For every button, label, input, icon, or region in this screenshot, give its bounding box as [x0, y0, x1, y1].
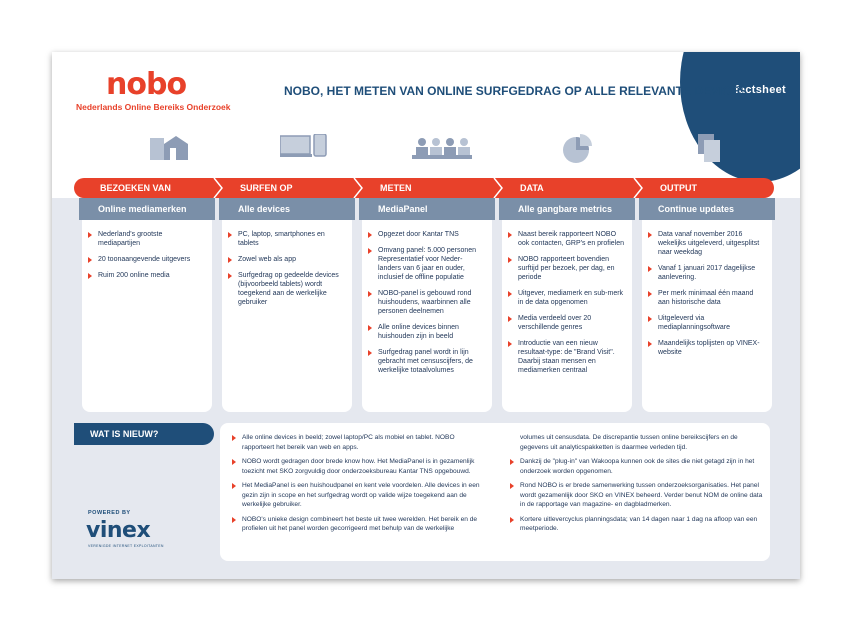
step-output: OUTPUT	[660, 183, 697, 193]
list-item: Naast bereik rapporteert NOBO ook contacten, GRP's en profielen	[518, 231, 625, 247]
news-item: NOBO wordt gedragen door brede know how. Het MediaPanel is in gezamenlijk toezicht met SKO zorgvuldig door onderzoeksbureau Kantar TNS opgebouwd.	[242, 457, 488, 476]
news-column-left	[230, 433, 488, 539]
news-item: Het MediaPanel is een huishoudpanel en kent vele voordelen. Alle devices in een gezin zijn in scope en het surfgedrag wordt op valide wijze toegekend aan de werkelijke gebruiker.	[242, 481, 488, 510]
news-item: Dankzij de "plug-in" van Wakoopa kunnen ook de sites die niet getagd zijn in het onderzoek worden opgenomen.	[520, 457, 766, 476]
list-item: Per merk minimaal één maand aan historische data	[658, 289, 764, 307]
step-meten: METEN	[380, 183, 412, 193]
vinex-logo: vinex	[86, 518, 151, 543]
list-item: Opgezet door Kantar TNS	[378, 230, 484, 239]
list-item: PC, laptop, smartphones en tablets	[238, 230, 344, 248]
list-item: Vanaf 1 januari 2017 dagelijkse aanlevering.	[658, 264, 764, 282]
step-bezoeken: BEZOEKEN VAN	[100, 183, 171, 193]
audience-panel-icon	[412, 134, 472, 160]
list-item: Surfgedrag panel wordt in lijn gebracht met censuscijfers, de werkelijke totaalvolumes	[378, 348, 484, 375]
list-item: Uitgeleverd via mediaplanningsoftware	[658, 314, 764, 332]
column-bezoeken	[82, 198, 212, 412]
list-item: Data vanaf november 2016 wekelijks uitgeleverd, uitgesplitst naar weekdag	[658, 230, 764, 257]
list-item: Zowel web als app	[238, 255, 344, 264]
list-item: Ruim 200 online media	[98, 271, 204, 280]
news-item: Kortere uitlevercyclus planningsdata; van 14 dagen naar 1 dag na afloop van een meetperiode.	[520, 515, 766, 534]
news-item: Alle online devices in beeld; zowel laptop/PC als mobiel en tablet. NOBO rapporteert het bereik van web en apps.	[242, 433, 488, 452]
news-column-right	[508, 433, 766, 539]
list-item: NOBO rapporteert bovendien surftijd per bezoek, per dag, en periode	[518, 255, 624, 282]
pie-chart-icon	[560, 134, 600, 164]
list-item: Media verdeeld over 20 verschillende genres	[518, 314, 624, 332]
list-item: Uitgever, mediamerk en sub-merk in de data opgenomen	[518, 290, 624, 306]
column-meten	[362, 198, 492, 412]
vinex-tagline: VERENIGDE INTERNET EXPLOITANTEN	[88, 544, 164, 548]
list-item: Nederland's grootste mediapartijen	[98, 230, 204, 248]
column-heading: Alle devices	[219, 198, 355, 220]
list-item: Maandelijks toplijsten op VINEX-website	[658, 339, 764, 357]
corner-label: factsheet	[735, 84, 786, 96]
building-icon	[150, 134, 190, 160]
news-item: NOBO's unieke design combineert het beste uit twee werelden. Het bereik en de profielen uit het panel worden gecorrigeerd met behulp van de werkelijke	[242, 515, 488, 534]
list-item: NOBO-panel is gebouwd rond huishoudens, waarbinnen alle personen deelnemen	[378, 289, 484, 316]
column-heading: Online mediamerken	[79, 198, 215, 220]
news-tab: WAT IS NIEUW?	[74, 423, 214, 445]
news-item: Rond NOBO is er brede samenwerking tussen onderzoeksorganisaties. Het panel wordt gezamenlijk door SKO en VINEX beheerd. Verder benut NOM de online data in de rapportage van magazine- en dagbladmerken.	[520, 481, 766, 510]
column-output	[642, 198, 772, 412]
page-title: NOBO, HET METEN VAN ONLINE SURFGEDRAG OP ALLE RELEVANTE DEVICES	[284, 84, 747, 98]
news-item-continuation: volumes uit censusdata. De discrepantie tussen online bereikscijfers en de gegevens uit analyticspakketten is daarmee verleden tijd.	[520, 434, 738, 451]
column-heading: Continue updates	[639, 198, 775, 220]
column-surfen	[222, 198, 352, 412]
column-heading: Alle gangbare metrics	[499, 198, 635, 220]
list-item: Introductie van een nieuw resultaat-type: de "Brand Visit". Daarbij staan mensen en mediamerken centraal	[518, 339, 624, 375]
list-item: Omvang panel: 5.000 personen Representatief voor Neder-landers van 6 jaar en ouder, inclusief de offline populatie	[378, 246, 484, 282]
logo-subtitle: Nederlands Online Bereiks Onderzoek	[76, 102, 231, 112]
column-heading: MediaPanel	[359, 198, 495, 220]
devices-icon	[280, 134, 330, 160]
list-item: 20 toonaangevende uitgevers	[98, 255, 204, 264]
documents-icon	[696, 134, 726, 164]
step-surfen: SURFEN OP	[240, 183, 293, 193]
list-item: Alle online devices binnen huishouden zijn in beeld	[378, 323, 484, 341]
nobo-logo	[76, 67, 231, 112]
news-box	[220, 423, 770, 561]
list-item: Surfgedrag op gedeelde devices (bijvoorbeeld tablets) wordt toegekend aan de werkelijke gebruiker	[238, 271, 344, 307]
factsheet-page	[52, 52, 800, 579]
step-data: DATA	[520, 183, 544, 193]
column-data	[502, 198, 632, 412]
powered-by-label: POWERED BY	[88, 510, 131, 516]
process-band	[74, 178, 774, 198]
logo-wordmark: nobo	[106, 67, 187, 102]
step-icons	[52, 134, 800, 170]
